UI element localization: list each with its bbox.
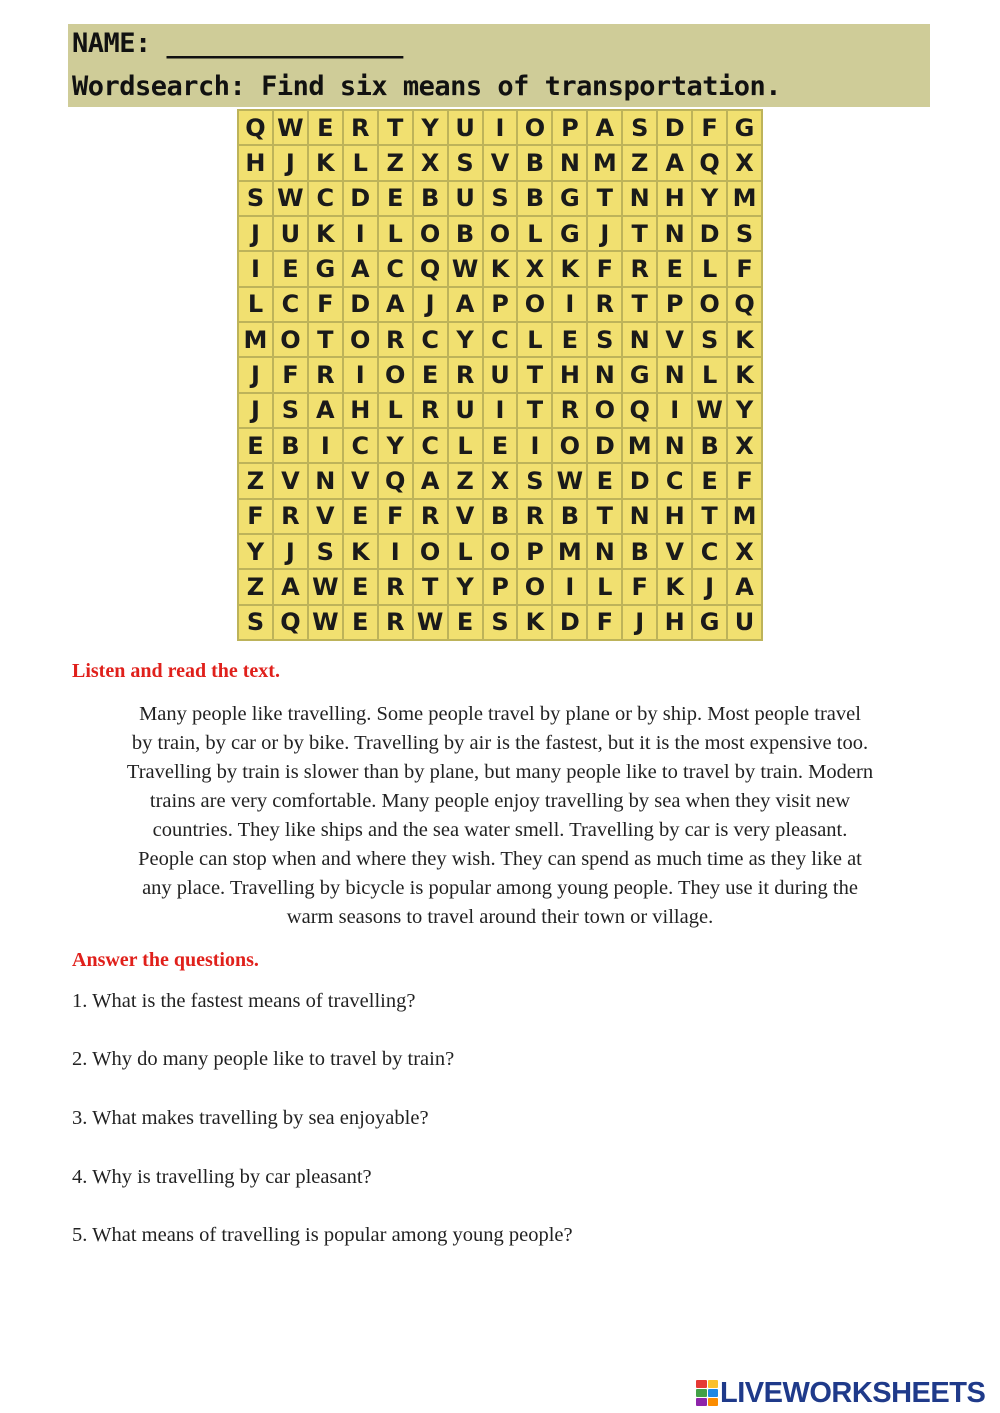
grid-cell[interactable]: E — [553, 323, 586, 356]
wordsearch-grid[interactable] — [237, 109, 763, 641]
grid-cell[interactable]: U — [274, 217, 307, 250]
question-4: 4. Why is travelling by car pleasant? — [72, 1166, 372, 1188]
logo-square — [696, 1389, 707, 1397]
grid-cell[interactable]: F — [588, 252, 621, 285]
grid-cell[interactable]: S — [484, 182, 517, 215]
grid-cell[interactable]: T — [518, 358, 551, 391]
grid-cell[interactable]: W — [449, 252, 482, 285]
grid-cell[interactable]: U — [449, 182, 482, 215]
grid-cell[interactable]: T — [518, 394, 551, 427]
grid-cell[interactable]: J — [239, 217, 272, 250]
grid-cell[interactable]: O — [518, 570, 551, 603]
grid-cell[interactable]: X — [728, 146, 761, 179]
grid-cell[interactable]: O — [414, 535, 447, 568]
grid-cell[interactable]: N — [658, 217, 691, 250]
grid-cell[interactable]: S — [449, 146, 482, 179]
grid-cell[interactable]: S — [588, 323, 621, 356]
grid-cell[interactable]: R — [414, 500, 447, 533]
grid-cell[interactable]: X — [414, 146, 447, 179]
grid-cell[interactable]: O — [518, 111, 551, 144]
grid-cell[interactable]: R — [379, 606, 412, 639]
grid-cell[interactable]: T — [623, 288, 656, 321]
grid-cell[interactable]: P — [658, 288, 691, 321]
grid-cell[interactable]: H — [344, 394, 377, 427]
grid-cell[interactable]: N — [553, 146, 586, 179]
grid-cell[interactable]: I — [239, 252, 272, 285]
grid-cell[interactable]: V — [309, 500, 342, 533]
grid-cell[interactable]: Q — [274, 606, 307, 639]
grid-cell[interactable]: T — [379, 111, 412, 144]
logo-square — [696, 1380, 707, 1388]
grid-cell[interactable]: C — [693, 535, 726, 568]
grid-cell[interactable]: M — [553, 535, 586, 568]
grid-cell[interactable]: E — [658, 252, 691, 285]
grid-cell[interactable]: L — [379, 394, 412, 427]
grid-cell[interactable]: R — [449, 358, 482, 391]
grid-cell[interactable]: U — [449, 111, 482, 144]
grid-cell[interactable]: K — [309, 146, 342, 179]
grid-cell[interactable]: O — [588, 394, 621, 427]
grid-cell[interactable]: Z — [239, 464, 272, 497]
grid-cell[interactable]: R — [379, 570, 412, 603]
grid-cell[interactable]: F — [239, 500, 272, 533]
grid-cell[interactable]: E — [344, 606, 377, 639]
grid-cell[interactable]: S — [309, 535, 342, 568]
grid-cell[interactable]: K — [553, 252, 586, 285]
grid-cell[interactable]: Z — [379, 146, 412, 179]
grid-cell[interactable]: U — [484, 358, 517, 391]
grid-cell[interactable]: O — [553, 429, 586, 462]
grid-cell[interactable]: E — [344, 570, 377, 603]
reading-passage — [60, 700, 940, 932]
grid-cell[interactable]: S — [484, 606, 517, 639]
grid-cell[interactable]: K — [344, 535, 377, 568]
grid-cell[interactable]: E — [309, 111, 342, 144]
grid-cell[interactable]: J — [414, 288, 447, 321]
grid-cell[interactable]: S — [728, 217, 761, 250]
grid-cell[interactable]: X — [728, 429, 761, 462]
grid-cell[interactable]: I — [484, 394, 517, 427]
grid-cell[interactable]: E — [239, 429, 272, 462]
question-2: 2. Why do many people like to travel by train? — [72, 1048, 455, 1070]
grid-cell[interactable]: I — [553, 288, 586, 321]
grid-cell[interactable]: O — [414, 217, 447, 250]
grid-cell[interactable]: G — [553, 182, 586, 215]
grid-cell[interactable]: J — [239, 394, 272, 427]
grid-cell[interactable]: T — [414, 570, 447, 603]
grid-cell[interactable]: B — [518, 182, 551, 215]
grid-cell[interactable]: I — [344, 358, 377, 391]
grid-cell[interactable]: V — [658, 535, 691, 568]
grid-cell[interactable]: M — [728, 182, 761, 215]
worksheet-header — [68, 24, 930, 107]
grid-cell[interactable]: J — [588, 217, 621, 250]
grid-cell[interactable]: B — [414, 182, 447, 215]
grid-cell[interactable]: S — [239, 182, 272, 215]
name-line: NAME: _______________ — [72, 28, 403, 59]
grid-cell[interactable]: V — [484, 146, 517, 179]
grid-cell[interactable]: J — [693, 570, 726, 603]
question-1: 1. What is the fastest means of travelling? — [72, 990, 416, 1012]
grid-cell[interactable]: P — [484, 288, 517, 321]
grid-cell[interactable]: O — [344, 323, 377, 356]
grid-cell[interactable]: W — [274, 111, 307, 144]
grid-cell[interactable]: K — [309, 217, 342, 250]
grid-cell[interactable]: B — [484, 500, 517, 533]
question-5: 5. What means of travelling is popular among young people? — [72, 1224, 573, 1246]
grid-cell[interactable]: E — [588, 464, 621, 497]
grid-cell[interactable]: J — [623, 606, 656, 639]
grid-cell[interactable]: W — [553, 464, 586, 497]
grid-cell[interactable]: Q — [414, 252, 447, 285]
listen-heading: Listen and read the text. — [72, 660, 280, 682]
grid-cell[interactable]: I — [379, 535, 412, 568]
grid-cell[interactable]: F — [379, 500, 412, 533]
grid-cell[interactable]: P — [484, 570, 517, 603]
grid-cell[interactable]: F — [728, 464, 761, 497]
grid-cell[interactable]: N — [658, 429, 691, 462]
grid-cell[interactable]: V — [449, 500, 482, 533]
grid-cell[interactable]: H — [239, 146, 272, 179]
grid-cell[interactable]: T — [588, 182, 621, 215]
passage-line: countries. They like ships and the sea water smell. Travelling by car is very pleasant. — [152, 819, 848, 841]
grid-cell[interactable]: L — [449, 535, 482, 568]
grid-cell[interactable]: C — [414, 323, 447, 356]
grid-cell[interactable]: I — [553, 570, 586, 603]
grid-cell[interactable]: G — [728, 111, 761, 144]
grid-cell[interactable]: V — [274, 464, 307, 497]
grid-cell[interactable]: S — [693, 323, 726, 356]
grid-cell[interactable]: E — [414, 358, 447, 391]
grid-cell[interactable]: N — [623, 182, 656, 215]
grid-cell[interactable]: K — [728, 323, 761, 356]
grid-cell[interactable]: G — [553, 217, 586, 250]
grid-cell[interactable]: D — [623, 464, 656, 497]
grid-cell[interactable]: T — [309, 323, 342, 356]
grid-cell[interactable]: S — [239, 606, 272, 639]
grid-cell[interactable]: O — [274, 323, 307, 356]
grid-cell[interactable]: F — [588, 606, 621, 639]
grid-cell[interactable]: W — [693, 394, 726, 427]
grid-cell[interactable]: S — [518, 464, 551, 497]
passage-line: by train, by car or by bike. Travelling by air is the fastest, but it is the most expensive too. — [131, 732, 869, 754]
grid-cell[interactable]: H — [658, 500, 691, 533]
grid-cell[interactable]: R — [553, 394, 586, 427]
grid-cell[interactable]: G — [693, 606, 726, 639]
grid-cell[interactable]: K — [728, 358, 761, 391]
grid-cell[interactable]: E — [484, 429, 517, 462]
grid-cell[interactable]: K — [484, 252, 517, 285]
grid-cell[interactable]: M — [623, 429, 656, 462]
logo-square — [708, 1380, 719, 1388]
grid-cell[interactable]: I — [658, 394, 691, 427]
liveworksheets-logo-icon — [696, 1380, 718, 1406]
grid-cell[interactable]: Z — [239, 570, 272, 603]
grid-cell[interactable]: R — [623, 252, 656, 285]
grid-cell[interactable]: A — [309, 394, 342, 427]
grid-cell[interactable]: D — [658, 111, 691, 144]
grid-cell[interactable]: C — [414, 429, 447, 462]
grid-cell[interactable]: Y — [728, 394, 761, 427]
grid-cell[interactable]: M — [588, 146, 621, 179]
grid-cell[interactable]: W — [309, 570, 342, 603]
passage-line: warm seasons to travel around their town or village. — [286, 906, 714, 928]
grid-cell[interactable]: F — [623, 570, 656, 603]
grid-cell[interactable]: I — [518, 429, 551, 462]
grid-cell[interactable]: E — [344, 500, 377, 533]
grid-cell[interactable]: A — [274, 570, 307, 603]
grid-cell[interactable]: Y — [693, 182, 726, 215]
grid-cell[interactable]: E — [449, 606, 482, 639]
passage-line: People can stop when and where they wish. They can spend as much time as they like at — [138, 848, 862, 870]
grid-cell[interactable]: Q — [693, 146, 726, 179]
grid-cell[interactable]: D — [344, 288, 377, 321]
grid-cell[interactable]: L — [449, 429, 482, 462]
grid-cell[interactable]: Z — [449, 464, 482, 497]
grid-cell[interactable]: A — [449, 288, 482, 321]
grid-cell[interactable]: C — [309, 182, 342, 215]
grid-cell[interactable]: R — [309, 358, 342, 391]
grid-cell[interactable]: B — [274, 429, 307, 462]
grid-cell[interactable]: L — [693, 358, 726, 391]
grid-cell[interactable]: H — [658, 182, 691, 215]
grid-cell[interactable]: C — [658, 464, 691, 497]
grid-cell[interactable]: R — [344, 111, 377, 144]
grid-cell[interactable]: A — [588, 111, 621, 144]
grid-cell[interactable]: J — [274, 535, 307, 568]
grid-cell[interactable]: Y — [449, 323, 482, 356]
grid-cell[interactable]: Q — [379, 464, 412, 497]
grid-cell[interactable]: R — [414, 394, 447, 427]
grid-cell[interactable]: N — [309, 464, 342, 497]
grid-cell[interactable]: K — [658, 570, 691, 603]
worksheet-title: Wordsearch: Find six means of transportation. — [72, 71, 781, 102]
grid-cell[interactable]: A — [344, 252, 377, 285]
grid-cell[interactable]: F — [309, 288, 342, 321]
grid-cell[interactable]: O — [693, 288, 726, 321]
grid-cell[interactable]: N — [623, 323, 656, 356]
grid-cell[interactable]: C — [274, 288, 307, 321]
grid-cell[interactable]: R — [588, 288, 621, 321]
grid-cell[interactable]: W — [309, 606, 342, 639]
grid-cell[interactable]: D — [553, 606, 586, 639]
grid-cell[interactable]: A — [728, 570, 761, 603]
grid-cell[interactable]: E — [274, 252, 307, 285]
grid-cell[interactable]: R — [274, 500, 307, 533]
passage-line: Travelling by train is slower than by plane, but many people like to travel by train. Modern — [126, 761, 874, 783]
grid-cell[interactable]: C — [484, 323, 517, 356]
grid-cell[interactable]: N — [623, 500, 656, 533]
grid-cell[interactable]: B — [553, 500, 586, 533]
grid-cell[interactable]: I — [484, 111, 517, 144]
grid-cell[interactable]: N — [588, 358, 621, 391]
logo-square — [708, 1398, 719, 1406]
grid-cell[interactable]: D — [693, 217, 726, 250]
grid-cell[interactable]: V — [658, 323, 691, 356]
grid-cell[interactable]: M — [239, 323, 272, 356]
grid-cell[interactable]: N — [658, 358, 691, 391]
passage-line: Many people like travelling. Some people travel by plane or by ship. Most people travel — [139, 703, 861, 725]
grid-cell[interactable]: B — [623, 535, 656, 568]
grid-cell[interactable]: M — [728, 500, 761, 533]
grid-cell[interactable]: P — [553, 111, 586, 144]
grid-cell[interactable]: L — [239, 288, 272, 321]
grid-cell[interactable]: X — [518, 252, 551, 285]
grid-cell[interactable]: I — [309, 429, 342, 462]
grid-cell[interactable]: A — [658, 146, 691, 179]
grid-cell[interactable]: F — [274, 358, 307, 391]
grid-cell[interactable]: Y — [239, 535, 272, 568]
grid-cell[interactable]: Q — [239, 111, 272, 144]
grid-cell[interactable]: A — [379, 288, 412, 321]
grid-cell[interactable]: L — [588, 570, 621, 603]
passage-line: any place. Travelling by bicycle is popular among young people. They use it during the — [142, 877, 858, 899]
liveworksheets-logo[interactable] — [696, 1378, 985, 1408]
grid-cell[interactable]: C — [344, 429, 377, 462]
logo-square — [708, 1389, 719, 1397]
grid-cell[interactable]: D — [344, 182, 377, 215]
grid-cell[interactable]: N — [588, 535, 621, 568]
grid-cell[interactable]: L — [693, 252, 726, 285]
grid-cell[interactable]: C — [379, 252, 412, 285]
grid-cell[interactable]: B — [518, 146, 551, 179]
grid-cell[interactable]: V — [344, 464, 377, 497]
grid-cell[interactable]: E — [379, 182, 412, 215]
grid-cell[interactable]: T — [623, 217, 656, 250]
grid-cell[interactable]: O — [379, 358, 412, 391]
grid-cell[interactable]: H — [553, 358, 586, 391]
grid-cell[interactable]: Q — [728, 288, 761, 321]
logo-text: LIVEWORKSHEETS — [720, 1376, 986, 1409]
grid-cell[interactable]: O — [484, 217, 517, 250]
grid-cell[interactable]: O — [484, 535, 517, 568]
grid-cell[interactable]: U — [728, 606, 761, 639]
grid-cell[interactable]: L — [518, 217, 551, 250]
grid-cell[interactable]: R — [518, 500, 551, 533]
grid-cell[interactable]: S — [274, 394, 307, 427]
grid-cell[interactable]: H — [658, 606, 691, 639]
grid-cell[interactable]: K — [518, 606, 551, 639]
grid-cell[interactable]: S — [623, 111, 656, 144]
grid-cell[interactable]: Z — [623, 146, 656, 179]
grid-cell[interactable]: Y — [449, 570, 482, 603]
grid-cell[interactable]: X — [728, 535, 761, 568]
grid-cell[interactable]: O — [518, 288, 551, 321]
grid-cell[interactable]: W — [414, 606, 447, 639]
grid-cell[interactable]: G — [623, 358, 656, 391]
grid-cell[interactable]: Y — [414, 111, 447, 144]
grid-cell[interactable]: L — [518, 323, 551, 356]
grid-cell[interactable]: T — [693, 500, 726, 533]
grid-cell[interactable]: B — [449, 217, 482, 250]
grid-cell[interactable]: F — [693, 111, 726, 144]
grid-cell[interactable]: P — [518, 535, 551, 568]
grid-cell[interactable]: U — [449, 394, 482, 427]
answer-heading: Answer the questions. — [72, 949, 259, 971]
grid-cell[interactable]: J — [274, 146, 307, 179]
grid-cell[interactable]: T — [588, 500, 621, 533]
grid-cell[interactable]: B — [693, 429, 726, 462]
grid-cell[interactable]: L — [379, 217, 412, 250]
grid-cell[interactable]: R — [379, 323, 412, 356]
grid-cell[interactable]: W — [274, 182, 307, 215]
grid-cell[interactable]: Y — [379, 429, 412, 462]
grid-cell[interactable]: J — [239, 358, 272, 391]
logo-square — [696, 1398, 707, 1406]
grid-cell[interactable]: X — [484, 464, 517, 497]
grid-cell[interactable]: I — [344, 217, 377, 250]
grid-cell[interactable]: Q — [623, 394, 656, 427]
question-3: 3. What makes travelling by sea enjoyable? — [72, 1107, 429, 1129]
grid-cell[interactable]: G — [309, 252, 342, 285]
grid-cell[interactable]: E — [693, 464, 726, 497]
grid-cell[interactable]: L — [344, 146, 377, 179]
passage-line: trains are very comfortable. Many people enjoy travelling by sea when they visit new — [149, 790, 851, 812]
grid-cell[interactable]: D — [588, 429, 621, 462]
grid-cell[interactable]: F — [728, 252, 761, 285]
grid-cell[interactable]: A — [414, 464, 447, 497]
